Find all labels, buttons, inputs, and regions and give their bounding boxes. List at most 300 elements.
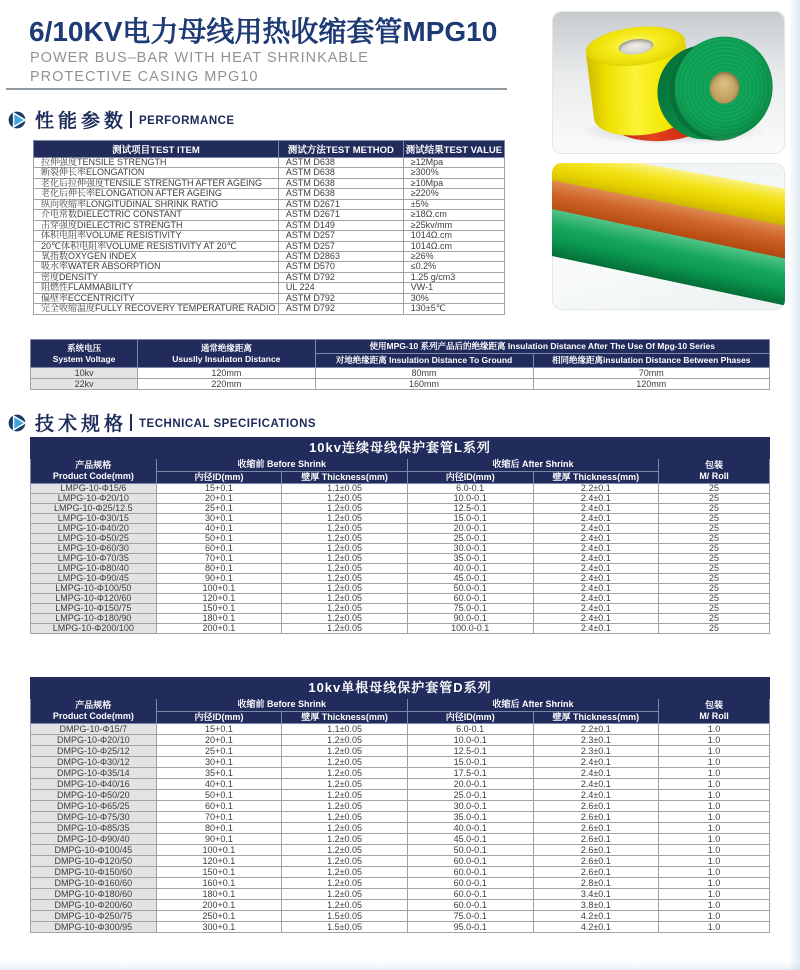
arrow-ball-icon [8, 414, 26, 432]
table-cell: 1.0 [659, 746, 770, 757]
table-cell: 25 [659, 514, 770, 524]
table-cell: DMPG-10-Φ200/60 [31, 900, 157, 911]
table-row [31, 554, 770, 564]
table-cell: 1.0 [659, 779, 770, 790]
table-cell: 90.0-0.1 [407, 614, 533, 624]
d-table-title-row [31, 678, 770, 699]
table-row [31, 812, 770, 823]
section-title-divider [130, 414, 132, 431]
table-row [31, 544, 770, 554]
green-roll [665, 29, 785, 153]
col-test-method: 测试方法TEST METHOD [278, 141, 403, 158]
col-before-shrink: 收缩前 Before Shrink [156, 459, 407, 472]
section-header-specs [8, 409, 316, 436]
table-cell: 2.4±0.1 [533, 604, 659, 614]
table-cell: 拉伸强度TENSILE STRENGTH [34, 158, 279, 168]
table-cell: 200+0.1 [156, 900, 282, 911]
table-cell: LMPG-10-Φ15/6 [31, 484, 157, 494]
col-after-shrink: 收缩后 After Shrink [407, 699, 658, 712]
table-row [31, 768, 770, 779]
table-cell: DMPG-10-Φ90/40 [31, 834, 157, 845]
table-cell: LMPG-10-Φ80/40 [31, 564, 157, 574]
table-cell: 1.0 [659, 724, 770, 735]
section-title-zh: 性能参数 [35, 111, 128, 132]
table-cell: 1.2±0.05 [282, 504, 408, 514]
table-row [31, 614, 770, 624]
table-cell: 30.0-0.1 [407, 544, 533, 554]
table-cell: 50+0.1 [156, 790, 282, 801]
table-cell: 60.0-0.1 [407, 900, 533, 911]
table-cell: ASTM D638 [278, 158, 403, 168]
table-cell: 15+0.1 [156, 724, 282, 735]
table-cell: 2.2±0.1 [533, 484, 659, 494]
table-cell: 25+0.1 [156, 746, 282, 757]
table-cell: 60.0-0.1 [407, 889, 533, 900]
table-row [34, 189, 505, 199]
table-cell: 阻燃性FLAMMABILITY [34, 283, 279, 293]
table-cell: 1.25 g/cm3 [403, 272, 504, 282]
l-table-body [31, 484, 770, 634]
table-cell: 20.0-0.1 [407, 779, 533, 790]
table-cell: DMPG-10-Φ65/25 [31, 801, 157, 812]
table-cell: 30.0-0.1 [407, 801, 533, 812]
performance-table-body [34, 158, 505, 315]
table-cell: 2.6±0.1 [533, 856, 659, 867]
table-cell: 75.0-0.1 [407, 911, 533, 922]
table-cell: 60.0-0.1 [407, 856, 533, 867]
table-cell: 60.0-0.1 [407, 878, 533, 889]
table-cell: 100+0.1 [156, 584, 282, 594]
table-cell: 1.2±0.05 [282, 790, 408, 801]
col-test-item: 测试项目TEST ITEM [34, 141, 279, 158]
table-cell: 160mm [315, 379, 533, 390]
table-row [31, 790, 770, 801]
table-cell: 50.0-0.1 [407, 845, 533, 856]
table-cell: 30+0.1 [156, 757, 282, 768]
product-photo-rolls [552, 11, 785, 154]
table-cell: 100.0-0.1 [407, 624, 533, 634]
table-cell: 1.2±0.05 [282, 544, 408, 554]
table-cell: LMPG-10-Φ100/50 [31, 584, 157, 594]
table-row [31, 746, 770, 757]
table-cell: 80+0.1 [156, 823, 282, 834]
table-cell: ASTM D257 [278, 231, 403, 241]
table-cell: 老化后伸长率ELONGATION AFTER AGEING [34, 189, 279, 199]
table-cell: 1.0 [659, 812, 770, 823]
table-cell: 2.4±0.1 [533, 514, 659, 524]
table-cell: LMPG-10-Φ200/100 [31, 624, 157, 634]
section-title-en: TECHNICAL SPECIFICATIONS [139, 418, 317, 430]
table-row [31, 867, 770, 878]
table-cell: VW-1 [403, 283, 504, 293]
table-cell: 30+0.1 [156, 514, 282, 524]
table-cell: 1.0 [659, 900, 770, 911]
table-cell: 3.4±0.1 [533, 889, 659, 900]
table-cell: 2.3±0.1 [533, 735, 659, 746]
table-row [34, 304, 505, 314]
table-cell: 22kv [31, 379, 138, 390]
col-before-id: 内径ID(mm) [156, 471, 282, 484]
table-cell: 2.4±0.1 [533, 524, 659, 534]
table-cell: LMPG-10-Φ70/35 [31, 554, 157, 564]
table-cell: 1.2±0.05 [282, 889, 408, 900]
table-cell: ASTM D638 [278, 168, 403, 178]
table-cell: ≥18Ω.cm [403, 210, 504, 220]
table-cell: LMPG-10-Φ150/75 [31, 604, 157, 614]
table-cell: 2.6±0.1 [533, 845, 659, 856]
table-cell: ASTM D792 [278, 272, 403, 282]
table-cell: 1.2±0.05 [282, 574, 408, 584]
col-product-code: 产品规格 Product Code(mm) [31, 459, 157, 484]
table-row [31, 574, 770, 584]
table-cell: 完全收缩温度FULLY RECOVERY TEMPERATURE RADIO [34, 304, 279, 314]
table-cell: 1.2±0.05 [282, 823, 408, 834]
table-cell: ≥26% [403, 251, 504, 261]
table-cell: 40.0-0.1 [407, 823, 533, 834]
table-cell: 1.2±0.05 [282, 900, 408, 911]
d-table-header-row-1 [31, 699, 770, 712]
table-cell: 15+0.1 [156, 484, 282, 494]
table-row [31, 911, 770, 922]
table-cell: 25 [659, 484, 770, 494]
table-cell: DMPG-10-Φ15/7 [31, 724, 157, 735]
table-cell: 180+0.1 [156, 889, 282, 900]
table-cell: DMPG-10-Φ40/16 [31, 779, 157, 790]
col-packing: 包装 M/ Roll [659, 459, 770, 484]
table-row [31, 494, 770, 504]
table-cell: 1.2±0.05 [282, 746, 408, 757]
table-cell: 1.2±0.05 [282, 768, 408, 779]
table-row [31, 524, 770, 534]
table-cell: 20℃体积电阻率VOLUME RESISTIVITY AT 20℃ [34, 241, 279, 251]
table-cell: 35.0-0.1 [407, 812, 533, 823]
table-cell: 25+0.1 [156, 504, 282, 514]
table-cell: 40+0.1 [156, 779, 282, 790]
table-row [31, 900, 770, 911]
table-cell: 90+0.1 [156, 574, 282, 584]
table-cell: 130±5℃ [403, 304, 504, 314]
table-cell: 1.0 [659, 922, 770, 933]
table-cell: 220mm [138, 379, 315, 390]
table-cell: 45.0-0.1 [407, 834, 533, 845]
table-cell: 2.6±0.1 [533, 812, 659, 823]
insulation-table-body [31, 368, 770, 390]
table-cell: LMPG-10-Φ20/10 [31, 494, 157, 504]
table-cell: 60+0.1 [156, 801, 282, 812]
l-series-table [30, 437, 770, 634]
table-cell: 1.2±0.05 [282, 564, 408, 574]
table-cell: 1.0 [659, 856, 770, 867]
d-table-title: 10kv单根母线保护套管D系列 [31, 678, 770, 699]
table-row [31, 484, 770, 494]
table-cell: ASTM D2863 [278, 251, 403, 261]
table-cell: 2.4±0.1 [533, 624, 659, 634]
table-cell: 吸水率WATER ABSORPTION [34, 262, 279, 272]
table-row [31, 735, 770, 746]
table-cell: 2.4±0.1 [533, 564, 659, 574]
table-cell: 20+0.1 [156, 735, 282, 746]
col-usual-distance: 通常绝缘距离 Ususlly Insulaton Distance [138, 340, 315, 368]
performance-table [33, 140, 505, 315]
table-cell: 1.5±0.05 [282, 911, 408, 922]
table-cell: 1.0 [659, 845, 770, 856]
table-cell: 2.6±0.1 [533, 801, 659, 812]
table-cell: 偏壁率ECCENTRICITY [34, 293, 279, 303]
table-cell: 120mm [138, 368, 315, 379]
table-cell: 1.0 [659, 735, 770, 746]
table-cell: 1.5±0.05 [282, 922, 408, 933]
table-cell: 1.0 [659, 878, 770, 889]
table-cell: DMPG-10-Φ20/10 [31, 735, 157, 746]
table-row [34, 241, 505, 251]
table-cell: 1.0 [659, 867, 770, 878]
table-cell: 2.4±0.1 [533, 614, 659, 624]
table-cell: 25.0-0.1 [407, 534, 533, 544]
table-cell: 120mm [533, 379, 770, 390]
table-row [31, 757, 770, 768]
table-cell: 2.4±0.1 [533, 574, 659, 584]
table-row [31, 604, 770, 614]
table-cell: 50+0.1 [156, 534, 282, 544]
table-cell: 1.2±0.05 [282, 856, 408, 867]
section-header-performance [8, 106, 235, 133]
table-cell: 12.5-0.1 [407, 504, 533, 514]
arrow-ball-icon [8, 111, 26, 129]
table-cell: 25 [659, 544, 770, 554]
table-cell: 1.2±0.05 [282, 801, 408, 812]
table-cell: DMPG-10-Φ75/30 [31, 812, 157, 823]
table-cell: 1.0 [659, 823, 770, 834]
table-cell: 2.3±0.1 [533, 746, 659, 757]
table-row [34, 283, 505, 293]
table-cell: 1.2±0.05 [282, 735, 408, 746]
table-cell: 1.1±0.05 [282, 724, 408, 735]
table-cell: 100+0.1 [156, 845, 282, 856]
table-cell: 2.4±0.1 [533, 544, 659, 554]
table-cell: 30% [403, 293, 504, 303]
table-row [31, 534, 770, 544]
table-cell: 25 [659, 504, 770, 514]
table-row [31, 379, 770, 390]
table-cell: 70mm [533, 368, 770, 379]
col-after-shrink: 收缩后 After Shrink [407, 459, 658, 472]
table-cell: 2.4±0.1 [533, 534, 659, 544]
table-cell: 纵向收缩率LONGITUDINAL SHRINK RATIO [34, 199, 279, 209]
table-cell: LMPG-10-Φ90/45 [31, 574, 157, 584]
col-after-thickness: 壁厚 Thickness(mm) [533, 711, 659, 724]
table-cell: 1.0 [659, 911, 770, 922]
table-cell: LMPG-10-Φ180/90 [31, 614, 157, 624]
table-cell: ≥25kv/mm [403, 220, 504, 230]
insulation-header-row-1 [31, 340, 770, 354]
table-row [31, 845, 770, 856]
yellow-roll-core [618, 37, 655, 56]
table-cell: 1.0 [659, 757, 770, 768]
table-cell: ASTM D638 [278, 189, 403, 199]
table-cell: 1.2±0.05 [282, 757, 408, 768]
table-cell: 2.4±0.1 [533, 768, 659, 779]
table-row [31, 801, 770, 812]
table-cell: 25 [659, 614, 770, 624]
table-cell: 氧指数OXYGEN INDEX [34, 251, 279, 261]
table-cell: 40.0-0.1 [407, 564, 533, 574]
section-title-zh: 技术规格 [35, 414, 128, 435]
table-cell: LMPG-10-Φ60/30 [31, 544, 157, 554]
table-cell: LMPG-10-Φ120/60 [31, 594, 157, 604]
table-cell: 体积电阻率VOLUME RESISTIVITY [34, 231, 279, 241]
table-cell: 17.5-0.1 [407, 768, 533, 779]
table-cell: 35+0.1 [156, 768, 282, 779]
table-row [31, 624, 770, 634]
table-row [34, 262, 505, 272]
table-row [31, 504, 770, 514]
table-cell: ASTM D2671 [278, 210, 403, 220]
table-cell: 1.2±0.05 [282, 604, 408, 614]
table-cell: DMPG-10-Φ120/50 [31, 856, 157, 867]
table-cell: 1.2±0.05 [282, 494, 408, 504]
product-photo-tubes [552, 163, 785, 310]
table-cell: 老化后拉伸强度TENSILE STRENGTH AFTER AGEING [34, 178, 279, 188]
table-cell: 70+0.1 [156, 554, 282, 564]
table-cell: 2.4±0.1 [533, 504, 659, 514]
green-roll-core [707, 69, 742, 106]
header-divider [6, 88, 507, 90]
table-cell: 2.6±0.1 [533, 834, 659, 845]
table-cell: 1.2±0.05 [282, 584, 408, 594]
table-row [31, 584, 770, 594]
page-subtitle [30, 49, 369, 87]
table-cell: 45.0-0.1 [407, 574, 533, 584]
table-cell: 2.4±0.1 [533, 790, 659, 801]
table-cell: ≥300% [403, 168, 504, 178]
table-cell: ≤0.2% [403, 262, 504, 272]
table-cell: 25 [659, 534, 770, 544]
table-row [31, 368, 770, 379]
table-cell: 2.4±0.1 [533, 584, 659, 594]
table-cell: 2.4±0.1 [533, 757, 659, 768]
table-cell: 80mm [315, 368, 533, 379]
table-cell: 120+0.1 [156, 856, 282, 867]
table-cell: 40+0.1 [156, 524, 282, 534]
table-cell: 60+0.1 [156, 544, 282, 554]
table-cell: 2.4±0.1 [533, 779, 659, 790]
table-cell: 1.0 [659, 889, 770, 900]
table-cell: 1.0 [659, 768, 770, 779]
col-before-thickness: 壁厚 Thickness(mm) [282, 711, 408, 724]
table-cell: DMPG-10-Φ85/35 [31, 823, 157, 834]
subtitle-line-2: PROTECTIVE CASING MPG10 [30, 68, 259, 85]
table-cell: LMPG-10-Φ40/20 [31, 524, 157, 534]
table-cell: 10.0-0.1 [407, 494, 533, 504]
col-after-thickness: 壁厚 Thickness(mm) [533, 471, 659, 484]
table-cell: 25 [659, 624, 770, 634]
d-table-body [31, 724, 770, 933]
table-cell: 60.0-0.1 [407, 867, 533, 878]
table-cell: 20+0.1 [156, 494, 282, 504]
table-cell: 300+0.1 [156, 922, 282, 933]
table-cell: 10kv [31, 368, 138, 379]
table-cell: 25 [659, 594, 770, 604]
table-cell: 击穿强度DIELECTRIC STRENGTH [34, 220, 279, 230]
page-title: 6/10KV电力母线用热收缩套管MPG10 [29, 16, 498, 47]
table-cell: LMPG-10-Φ50/25 [31, 534, 157, 544]
col-before-shrink: 收缩前 Before Shrink [156, 699, 407, 712]
table-cell: ASTM D257 [278, 241, 403, 251]
insulation-distance-table [30, 339, 770, 390]
table-cell: 4.2±0.1 [533, 911, 659, 922]
table-cell: 2.4±0.1 [533, 494, 659, 504]
table-cell: 1.2±0.05 [282, 779, 408, 790]
table-row [34, 168, 505, 178]
table-cell: 2.8±0.1 [533, 878, 659, 889]
table-row [31, 878, 770, 889]
table-cell: 10.0-0.1 [407, 735, 533, 746]
col-after-use-span: 使用MPG-10 系列产品后的绝缘距离 Insulation Distance After The Use Of Mpg-10 Series [315, 340, 770, 354]
table-cell: 1.2±0.05 [282, 554, 408, 564]
table-cell: 15.0-0.1 [407, 514, 533, 524]
table-cell: 25 [659, 524, 770, 534]
table-cell: 1014Ω.cm [403, 231, 504, 241]
table-cell: 1.0 [659, 790, 770, 801]
table-cell: 1.2±0.05 [282, 534, 408, 544]
table-cell: 2.6±0.1 [533, 867, 659, 878]
table-cell: 160+0.1 [156, 878, 282, 889]
table-row [31, 834, 770, 845]
table-cell: DMPG-10-Φ25/12 [31, 746, 157, 757]
table-cell: 2.6±0.1 [533, 823, 659, 834]
d-series-table [30, 677, 770, 933]
table-cell: 1.2±0.05 [282, 812, 408, 823]
l-table-title-row [31, 438, 770, 459]
table-cell: 6.0-0.1 [407, 724, 533, 735]
table-cell: UL 224 [278, 283, 403, 293]
table-cell: 1.2±0.05 [282, 614, 408, 624]
table-cell: DMPG-10-Φ50/20 [31, 790, 157, 801]
table-row [31, 779, 770, 790]
col-product-code: 产品规格 Product Code(mm) [31, 699, 157, 724]
table-cell: 25 [659, 574, 770, 584]
subtitle-line-1: POWER BUS–BAR WITH HEAT SHRINKABLE [30, 50, 369, 66]
col-distance-to-ground: 对地绝缘距离 Insulation Distance To Ground [315, 354, 533, 368]
table-cell: 介电常数DIELECTRIC CONSTANT [34, 210, 279, 220]
col-distance-between-phases: 相同绝缘距离insulation Distance Between Phases [533, 354, 770, 368]
table-row [31, 724, 770, 735]
table-row [31, 889, 770, 900]
table-row [31, 823, 770, 834]
table-cell: LMPG-10-Φ30/15 [31, 514, 157, 524]
table-cell: 25 [659, 564, 770, 574]
col-after-id: 内径ID(mm) [407, 471, 533, 484]
table-cell: 120+0.1 [156, 594, 282, 604]
table-cell: 断裂伸长率ELONGATION [34, 168, 279, 178]
table-cell: LMPG-10-Φ25/12.5 [31, 504, 157, 514]
table-row [34, 210, 505, 220]
table-cell: 25 [659, 604, 770, 614]
table-row [34, 220, 505, 230]
table-cell: 12.5-0.1 [407, 746, 533, 757]
table-cell: 3.8±0.1 [533, 900, 659, 911]
table-cell: 1.2±0.05 [282, 834, 408, 845]
table-cell: DMPG-10-Φ30/12 [31, 757, 157, 768]
section-title-divider [130, 111, 132, 128]
table-cell: 1.0 [659, 834, 770, 845]
table-cell: 70+0.1 [156, 812, 282, 823]
table-cell: 1.2±0.05 [282, 594, 408, 604]
table-cell: DMPG-10-Φ250/75 [31, 911, 157, 922]
table-cell: 150+0.1 [156, 604, 282, 614]
table-cell: 密度DENSITY [34, 272, 279, 282]
table-cell: 95.0-0.1 [407, 922, 533, 933]
